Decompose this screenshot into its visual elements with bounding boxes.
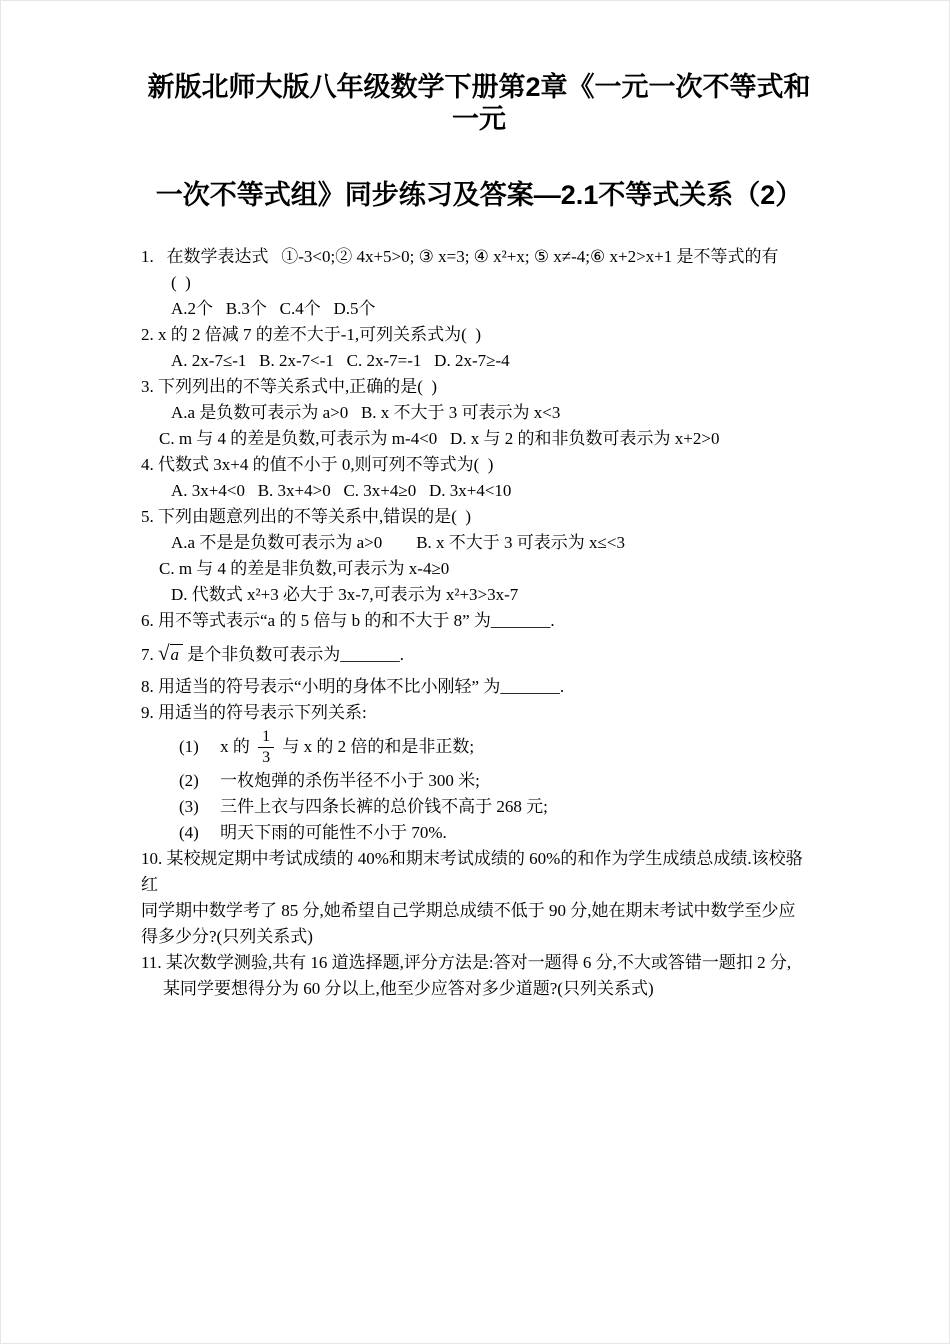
question-7-text: 是个非负数可表示为_______. <box>183 645 405 664</box>
question-5-option-d: D. 代数式 x²+3 必大于 3x-7,可表示为 x²+3>3x-7 <box>171 585 519 604</box>
question-11-line-1: 11. 某次数学测验,共有 16 道选择题,评分方法是:答对一题得 6 分,不大或答错一题扣 2 分, <box>141 952 792 972</box>
question-10-line-2: 同学期中数学考了 85 分,她希望自己学期总成绩不低于 90 分,她在期末考试中数学至少应 <box>141 900 796 920</box>
q9-item1-suffix: 与 x 的 2 倍的和是非正数; <box>278 736 475 756</box>
sqrt-radicand: a <box>170 644 184 664</box>
question-5-stem: 5. 下列由题意列出的不等关系中,错误的是( ) <box>141 507 472 526</box>
question-7 <box>141 634 817 674</box>
question-5-options-ab: A.a 不是是负数可表示为 a>0 B. x 不大于 3 可表示为 x≤<3 <box>171 533 625 552</box>
q9-item1-prefix: (1) x 的 <box>179 736 255 756</box>
document-title <box>141 71 817 211</box>
sqrt-expression <box>158 641 183 665</box>
question-9-stem: 9. 用适当的符号表示下列关系: <box>141 703 367 722</box>
question-9-item-1 <box>141 728 817 768</box>
question-1-answer-paren: ( ) <box>171 273 191 292</box>
title-line-1: 新版北师大版八年级数学下册第2章《一元一次不等式和一元 <box>147 72 811 134</box>
question-10-line-3: 得多少分?(只列关系式) <box>141 926 313 946</box>
question-3-options-cd: C. m 与 4 的差是负数,可表示为 m-4<0 D. x 与 2 的和非负数可表示为 x+2>0 <box>159 429 720 448</box>
question-5-option-c: C. m 与 4 的差是非负数,可表示为 x-4≥0 <box>159 559 450 578</box>
question-6: 6. 用不等式表示“a 的 5 倍与 b 的和不大于 8” 为_______. <box>141 611 555 630</box>
question-9-item-3: (3) 三件上衣与四条长裤的总价钱不高于 268 元; <box>179 796 548 816</box>
question-7-number: 7. <box>141 645 158 664</box>
title-line-2: 一次不等式组》同步练习及答案—2.1不等式关系（2） <box>155 180 803 210</box>
question-2-stem: 2. x 的 2 倍减 7 的差不大于-1,可列关系式为( ) <box>141 325 481 344</box>
question-2-options: A. 2x-7≤-1 B. 2x-7<-1 C. 2x-7=-1 D. 2x-7≥-4 <box>171 351 510 370</box>
question-9-item-4: (4) 明天下雨的可能性不小于 70%. <box>179 822 447 842</box>
fraction-denominator: 3 <box>262 749 271 767</box>
fraction-one-third <box>258 728 274 768</box>
question-11-line-2: 某同学要想得分为 60 分以上,他至少应答对多少道题?(只列关系式) <box>163 978 654 998</box>
question-10-line-1: 10. 某校规定期中考试成绩的 40%和期末考试成绩的 60%的和作为学生成绩总成绩.该校骆红 <box>141 848 803 894</box>
question-1-options: A.2个 B.3个 C.4个 D.5个 <box>171 299 376 318</box>
radical-icon: √ <box>158 641 170 665</box>
question-3-options-ab: A.a 是负数可表示为 a>0 B. x 不大于 3 可表示为 x<3 <box>171 403 561 422</box>
question-3-stem: 3. 下列列出的不等关系式中,正确的是( ) <box>141 377 438 396</box>
question-9-item-2: (2) 一枚炮弹的杀伤半径不小于 300 米; <box>179 770 480 790</box>
question-1-stem: 1. 在数学表达式 ①-3<0;② 4x+5>0; ③ x=3; ④ x²+x; ⑤ x≠-4;⑥ x+2>x+1 是不等式的有 <box>141 247 779 266</box>
question-8: 8. 用适当的符号表示“小明的身体不比小刚轻” 为_______. <box>141 677 565 696</box>
fraction-numerator: 1 <box>258 728 274 748</box>
question-list <box>141 244 817 1002</box>
question-4-stem: 4. 代数式 3x+4 的值不小于 0,则可列不等式为( ) <box>141 455 494 474</box>
question-4-options: A. 3x+4<0 B. 3x+4>0 C. 3x+4≥0 D. 3x+4<10 <box>171 481 512 500</box>
